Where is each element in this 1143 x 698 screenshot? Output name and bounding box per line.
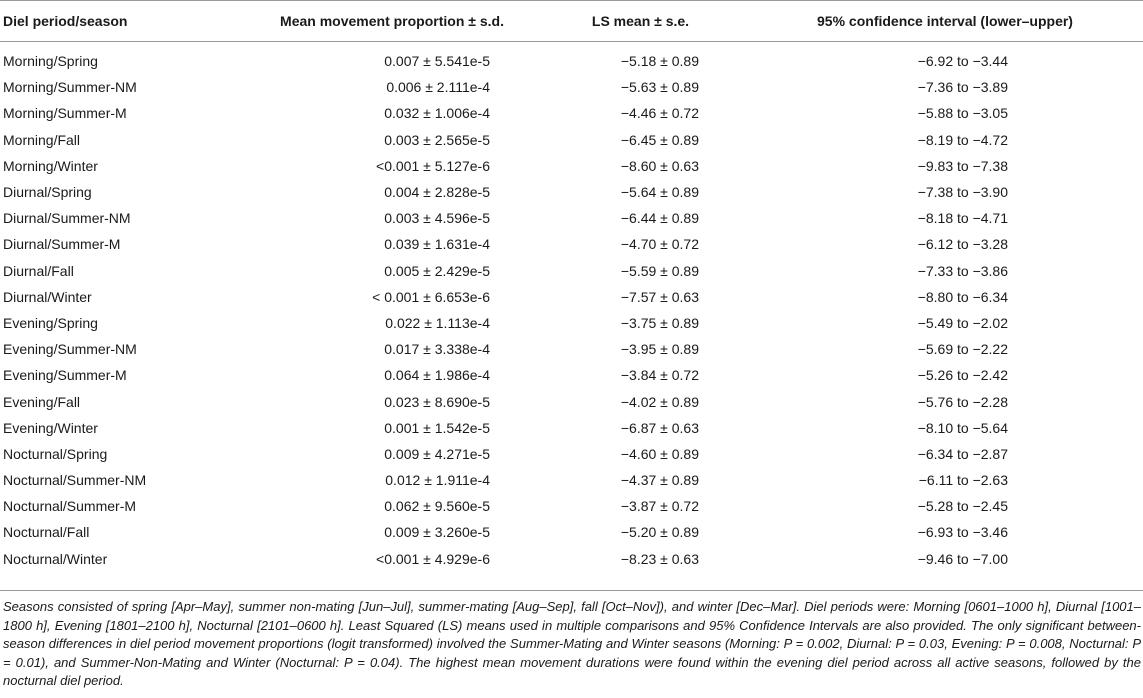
cell-mean-movement: <0.001 ± 5.127e-6 (376, 157, 490, 174)
table-header (0, 1, 1143, 42)
cell-confidence-interval: −5.69 to −2.22 (917, 341, 1008, 358)
cell-diel-period-season: Nocturnal/Summer-M (3, 498, 137, 515)
cell-mean-movement: 0.007 ± 5.541e-5 (384, 53, 490, 70)
cell-mean-movement: 0.009 ± 3.260e-5 (384, 524, 490, 541)
footnote-divider (0, 590, 1143, 591)
cell-mean-movement: 0.022 ± 1.113e-4 (385, 314, 490, 331)
table-row (0, 284, 1143, 310)
cell-ls-mean: −6.87 ± 0.63 (620, 419, 699, 436)
table-row (0, 336, 1143, 362)
cell-confidence-interval: −7.33 to −3.86 (917, 262, 1008, 279)
cell-diel-period-season: Evening/Fall (3, 393, 81, 410)
cell-mean-movement: 0.006 ± 2.111e-4 (386, 79, 490, 96)
table-row (0, 388, 1143, 414)
cell-ls-mean: −5.20 ± 0.89 (620, 524, 699, 541)
cell-ls-mean: −3.75 ± 0.89 (620, 314, 699, 331)
cell-confidence-interval: −8.10 to −5.64 (917, 419, 1008, 436)
cell-mean-movement: 0.023 ± 8.690e-5 (384, 393, 490, 410)
cell-ls-mean: −5.63 ± 0.89 (620, 79, 699, 96)
cell-ls-mean: −3.87 ± 0.72 (620, 498, 699, 515)
cell-confidence-interval: −6.12 to −3.28 (917, 236, 1008, 253)
cell-confidence-interval: −5.28 to −2.45 (917, 498, 1008, 515)
cell-ls-mean: −5.59 ± 0.89 (620, 262, 699, 279)
cell-diel-period-season: Evening/Winter (3, 419, 98, 436)
cell-ls-mean: −4.70 ± 0.72 (620, 236, 699, 253)
cell-ls-mean: −3.84 ± 0.72 (620, 367, 699, 384)
table-row (0, 441, 1143, 467)
cell-ls-mean: −4.02 ± 0.89 (620, 393, 699, 410)
cell-mean-movement: 0.005 ± 2.429e-5 (384, 262, 490, 279)
cell-diel-period-season: Diurnal/Summer-NM (3, 210, 131, 227)
cell-ls-mean: −8.60 ± 0.63 (620, 157, 699, 174)
cell-confidence-interval: −8.18 to −4.71 (917, 210, 1008, 227)
cell-ls-mean: −7.57 ± 0.63 (620, 288, 699, 305)
cell-confidence-interval: −7.38 to −3.90 (917, 184, 1008, 201)
table-row (0, 153, 1143, 179)
cell-mean-movement: 0.001 ± 1.542e-5 (384, 419, 490, 436)
cell-ls-mean: −5.18 ± 0.89 (620, 53, 699, 70)
cell-confidence-interval: −8.80 to −6.34 (917, 288, 1008, 305)
table-row (0, 519, 1143, 545)
cell-mean-movement: 0.003 ± 2.565e-5 (384, 131, 490, 148)
cell-confidence-interval: −6.34 to −2.87 (917, 445, 1008, 462)
cell-diel-period-season: Morning/Summer-M (3, 105, 127, 122)
cell-confidence-interval: −6.11 to −2.63 (918, 472, 1008, 489)
cell-mean-movement: 0.009 ± 4.271e-5 (384, 445, 490, 462)
cell-mean-movement: 0.032 ± 1.006e-4 (384, 105, 490, 122)
table-footnote: Seasons consisted of spring [Apr–May], summer non-mating [Jun–Jul], summer-mating [Aug–Sep], fall [Oct–Nov]), and winter [Dec–Mar]. Diel periods were: Morning [0601–1000 h], Diurnal [1001–1800 h], Evening [1801–2100 h], Nocturnal [2101–0600 h]. Least Squared (LS) means used in multiple comparisons and 95% Confidence Intervals are also provided. The only significant between-season differences in diel period movement proportions (logit transformed) involved the Summer-Mating and Winter seasons (Morning: P = 0.002, Diurnal: P = 0.03, Evening: P = 0.008, Nocturnal: P = 0.01), and Summer-Non-Mating and Winter (Nocturnal: P = 0.04). The highest mean movement durations were found within the evening diel period across all active seasons, followed by the nocturnal diel period. (3, 599, 1141, 688)
cell-mean-movement: 0.003 ± 4.596e-5 (384, 210, 490, 227)
cell-confidence-interval: −9.83 to −7.38 (917, 157, 1008, 174)
table-row (0, 127, 1143, 153)
table-body (0, 42, 1143, 572)
cell-ls-mean: −4.60 ± 0.89 (620, 445, 699, 462)
cell-diel-period-season: Diurnal/Winter (3, 288, 92, 305)
table-row (0, 493, 1143, 519)
table-row (0, 74, 1143, 100)
cell-mean-movement: 0.064 ± 1.986e-4 (384, 367, 490, 384)
table-row (0, 467, 1143, 493)
cell-diel-period-season: Evening/Spring (3, 314, 98, 331)
cell-ls-mean: −4.46 ± 0.72 (620, 105, 699, 122)
cell-ls-mean: −6.45 ± 0.89 (620, 131, 699, 148)
table-row (0, 258, 1143, 284)
cell-confidence-interval: −5.88 to −3.05 (917, 105, 1008, 122)
cell-diel-period-season: Nocturnal/Winter (3, 550, 108, 567)
header-confidence-interval: 95% confidence interval (lower–upper) (744, 1, 1143, 42)
cell-confidence-interval: −6.92 to −3.44 (917, 53, 1008, 70)
cell-diel-period-season: Evening/Summer-M (3, 367, 127, 384)
cell-mean-movement: 0.062 ± 9.560e-5 (384, 498, 490, 515)
cell-confidence-interval: −9.46 to −7.00 (917, 550, 1008, 567)
cell-confidence-interval: −6.93 to −3.46 (917, 524, 1008, 541)
cell-mean-movement: 0.017 ± 3.338e-4 (384, 341, 490, 358)
cell-confidence-interval: −8.19 to −4.72 (917, 131, 1008, 148)
table-row (0, 100, 1143, 126)
cell-diel-period-season: Morning/Spring (3, 53, 98, 70)
cell-diel-period-season: Diurnal/Summer-M (3, 236, 121, 253)
table-row (0, 231, 1143, 257)
cell-diel-period-season: Nocturnal/Fall (3, 524, 90, 541)
cell-mean-movement: < 0.001 ± 6.653e-6 (372, 288, 490, 305)
cell-ls-mean: −4.37 ± 0.89 (620, 472, 699, 489)
cell-diel-period-season: Nocturnal/Summer-NM (3, 472, 147, 489)
cell-confidence-interval: −5.26 to −2.42 (917, 367, 1008, 384)
cell-diel-period-season: Diurnal/Spring (3, 184, 92, 201)
table-row (0, 362, 1143, 388)
table-row (0, 48, 1143, 74)
table-row (0, 179, 1143, 205)
cell-confidence-interval: −5.76 to −2.28 (917, 393, 1008, 410)
header-mean-movement: Mean movement proportion ± s.d. (247, 1, 537, 42)
cell-diel-period-season: Evening/Summer-NM (3, 341, 137, 358)
cell-diel-period-season: Morning/Summer-NM (3, 79, 137, 96)
table-row (0, 415, 1143, 441)
cell-mean-movement: 0.012 ± 1.911e-4 (385, 472, 490, 489)
cell-confidence-interval: −7.36 to −3.89 (917, 79, 1008, 96)
cell-ls-mean: −8.23 ± 0.63 (620, 550, 699, 567)
cell-mean-movement: 0.004 ± 2.828e-5 (384, 184, 490, 201)
cell-ls-mean: −3.95 ± 0.89 (620, 341, 699, 358)
header-ls-mean: LS mean ± s.e. (537, 1, 744, 42)
cell-mean-movement: <0.001 ± 4.929e-6 (376, 550, 490, 567)
header-diel-period-season: Diel period/season (0, 1, 247, 42)
cell-confidence-interval: −5.49 to −2.02 (917, 314, 1008, 331)
cell-diel-period-season: Morning/Winter (3, 157, 98, 174)
table-row (0, 310, 1143, 336)
cell-diel-period-season: Morning/Fall (3, 131, 81, 148)
cell-ls-mean: −5.64 ± 0.89 (620, 184, 699, 201)
cell-diel-period-season: Diurnal/Fall (3, 262, 74, 279)
table-row (0, 546, 1143, 572)
cell-mean-movement: 0.039 ± 1.631e-4 (384, 236, 490, 253)
cell-diel-period-season: Nocturnal/Spring (3, 445, 108, 462)
cell-ls-mean: −6.44 ± 0.89 (620, 210, 699, 227)
table-row (0, 205, 1143, 231)
header-row (0, 1, 1143, 42)
